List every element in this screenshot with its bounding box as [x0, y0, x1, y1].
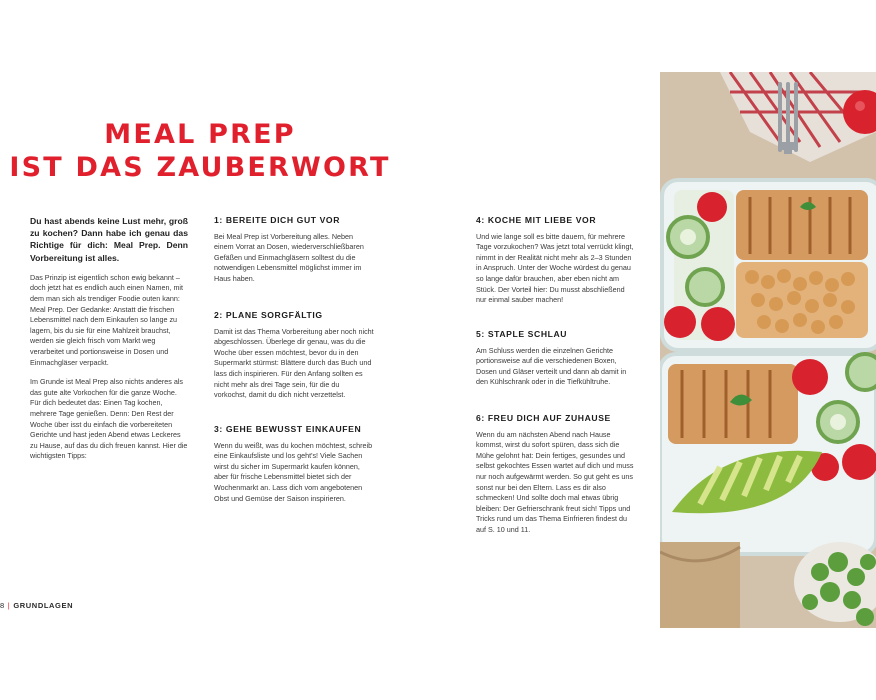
title-line-1: MEAL PREP: [104, 119, 296, 150]
section-heading: 6: FREU DICH AUF ZUHAUSE: [476, 413, 611, 423]
section-4: [476, 215, 636, 315]
footer-separator: |: [7, 601, 11, 610]
section-2: [214, 310, 374, 410]
intro-column: [30, 215, 188, 471]
meal-prep-photo: [660, 72, 876, 628]
intro-lead: Du hast abends keine Lust mehr, groß zu kochen? Dann habe ich genau das Richtige für dich: Meal Prep. Denn Vorbereitung ist alles.: [30, 216, 188, 263]
page-number: 8: [0, 601, 5, 610]
title-line-2: IST DAS ZAUBERWORT: [9, 152, 391, 183]
section-heading: 2: PLANE SORGFÄLTIG: [214, 310, 323, 320]
page-footer: [0, 601, 73, 610]
footer-section: GRUNDLAGEN: [13, 601, 74, 610]
page-title: [0, 118, 400, 184]
section-heading: 3: GEHE BEWUSST EINKAUFEN: [214, 424, 362, 434]
section-text: Damit ist das Thema Vorbereitung aber noch nicht abgeschlossen. Überlege dir genau, was du die Woche über essen möchtest, bevor du in den Supermarkt stürmst: Blättere durch das Buch und lass dich inspirieren. Für den Anfang sollten es nicht mehr als drei Tage sein, für die du vorkochst, damit du dich nicht verzettelst.: [214, 326, 374, 400]
section-5: [476, 329, 636, 397]
section-text: Wenn du weißt, was du kochen möchtest, schreib eine Einkaufsliste und los geht's! Viele Sachen wirst du sicher im Supermarkt kaufen können, aber für frische Lebensmittel bietet sich der Wochenmarkt an. Lass dich vom angebotenen Obst und Gemüse der Saison inspirieren.: [214, 440, 373, 503]
intro-paragraph-1: Das Prinzip ist eigentlich schon ewig bekannt – doch jetzt hat es endlich auch einen Namen, mit dem man sich als trendiger Foodie outen kann: Meal Prep. Der Gedanke: Anstatt die frischen Lebensmittel nach dem Einkaufen so lange zu lagern, bis du sie für eine Mahlzeit brauchst, werden sie gleich frisch vom Markt weg verarbeitet und portionsweise in Dosen und Einmachgläser verpackt.: [30, 272, 184, 367]
section-heading: 5: STAPLE SCHLAU: [476, 329, 568, 339]
section-3: [214, 424, 374, 513]
section-text: Bei Meal Prep ist Vorbereitung alles. Neben einem Vorrat an Dosen, wiederverschließbaren Gefäßen und Einmachgläsern solltest du die notwendigen Lebensmittel möglichst immer im Haus haben.: [214, 231, 364, 283]
fork-icon: [778, 82, 798, 154]
section-text: Am Schluss werden die einzelnen Gerichte portionsweise auf die verschiedenen Boxen, Dosen und Gläser verteilt und dann ab damit in den Kühlschrank oder in die Tiefkühltruhe.: [476, 345, 627, 387]
section-heading: 1: BEREITE DICH GUT VOR: [214, 215, 341, 225]
section-text: Und wie lange soll es bitte dauern, für mehrere Tage vorzukochen? Was jetzt total verrückt klingt, nimmt in der Realität nicht mehr als 2–3 Stunden in Anspruch. Unter der Woche würdest du genau so lange dafür brauchen, aber eben nicht am Stück. Der Vorteil hier: Du musst abschließend nur einmal sauber machen!: [476, 231, 634, 305]
section-text: Wenn du am nächsten Abend nach Hause kommst, wirst du sofort spüren, dass sich die Mühe gelohnt hat: Dein fertiges, gesundes und selbst gekochtes Essen wartet auf dich und muss nur noch aufgewärmt werden. So gut geht es uns sonst nur bei den Eltern. Lass es dir also schmecken! Und sollte doch mal etwas übrig bleiben: Der Gefrierschrank freut sich! Tipps und Tricks rund um das Thema Einfrieren findest du auf S. 10 und 11.: [476, 429, 634, 534]
intro-paragraph-2: Im Grunde ist Meal Prep also nichts anderes als das gute alte Vorkochen für die ganze Woche. Für dich bedeutet das: Einen Tag kochen, mehrere Tage genießen. Denn: Den Rest der Woche über isst du einfach die vorbereiteten Gerichte und hast jeden Abend etwas Leckeres zu Hause, auf das du dich freuen kannst. Hier die wichtigsten Tipps:: [30, 377, 188, 461]
section-heading: 4: KOCHE MIT LIEBE VOR: [476, 215, 597, 225]
section-6: [476, 413, 636, 545]
section-1: [214, 215, 374, 294]
